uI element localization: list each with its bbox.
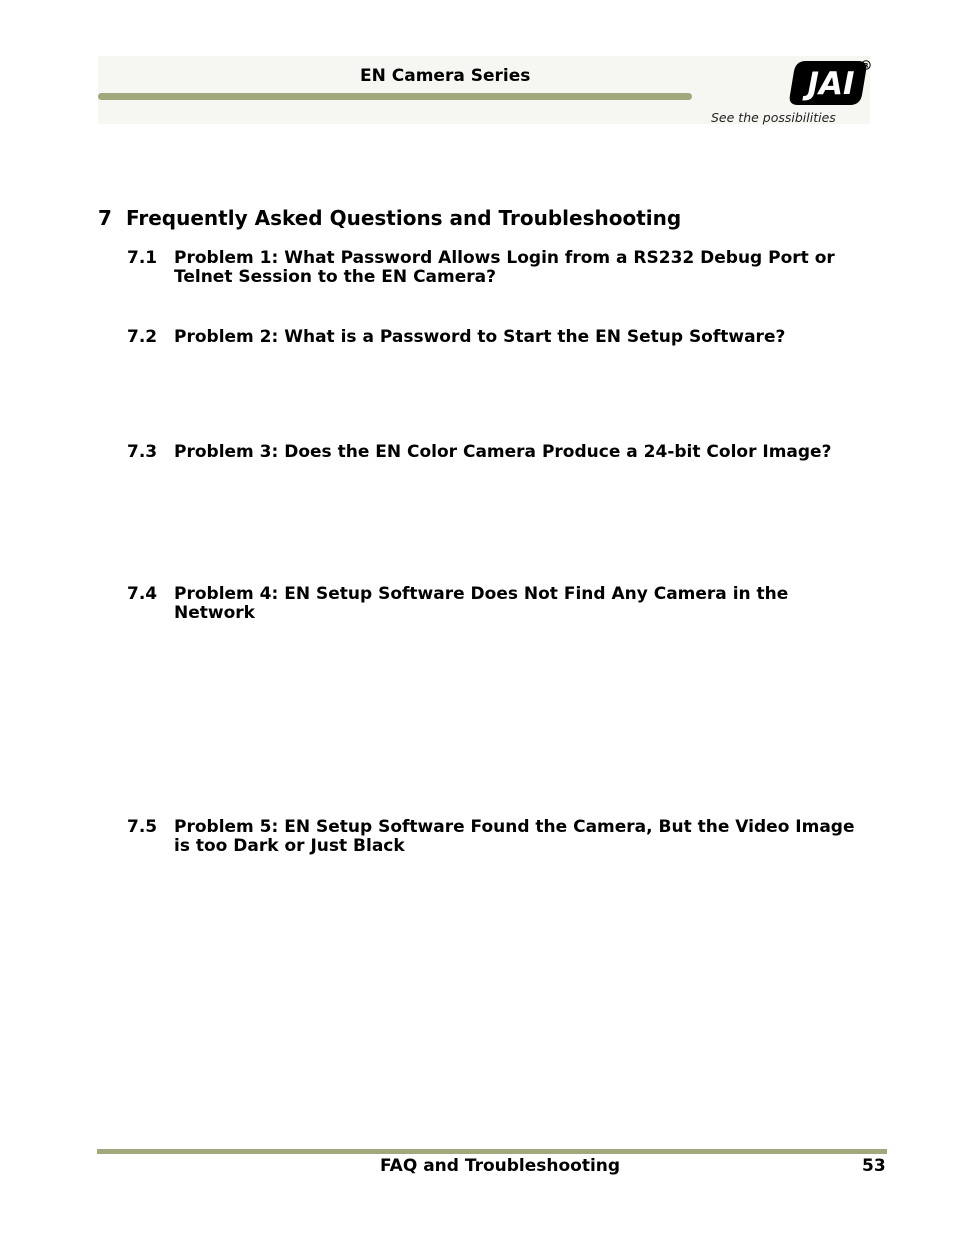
section-number: 7.5 bbox=[127, 817, 158, 837]
registered-mark: R bbox=[863, 61, 869, 70]
section-number: 7.1 bbox=[127, 248, 158, 268]
logo-text: JAI bbox=[807, 66, 855, 102]
section-title: Problem 1: What Password Allows Login from a RS232 Debug Port or Telnet Session to the EN Camera? bbox=[174, 248, 835, 287]
section-heading-7-3 bbox=[127, 443, 867, 462]
section-heading-7-1 bbox=[127, 249, 867, 287]
chapter-heading bbox=[98, 206, 681, 230]
footer-rule bbox=[97, 1149, 887, 1154]
jai-logo bbox=[786, 58, 872, 108]
section-number: 7.4 bbox=[127, 584, 158, 604]
section-heading-7-2 bbox=[127, 328, 867, 347]
section-title: Problem 5: EN Setup Software Found the Camera, But the Video Image is too Dark or Just Black bbox=[174, 817, 855, 856]
section-number: 7.3 bbox=[127, 442, 158, 462]
section-number: 7.2 bbox=[127, 327, 158, 347]
chapter-title: Frequently Asked Questions and Troubleshooting bbox=[126, 206, 682, 230]
section-heading-7-4 bbox=[127, 585, 867, 623]
section-title: Problem 3: Does the EN Color Camera Produce a 24-bit Color Image? bbox=[174, 442, 832, 462]
section-heading-7-5 bbox=[127, 818, 867, 856]
header-title: EN Camera Series bbox=[360, 66, 531, 86]
section-title: Problem 2: What is a Password to Start the EN Setup Software? bbox=[174, 327, 786, 347]
page-number: 53 bbox=[862, 1156, 886, 1176]
section-title: Problem 4: EN Setup Software Does Not Find Any Camera in the Network bbox=[174, 584, 789, 623]
header-rule bbox=[98, 93, 692, 100]
logo-tagline: See the possibilities bbox=[711, 110, 836, 125]
footer-title: FAQ and Troubleshooting bbox=[380, 1156, 621, 1176]
chapter-number: 7 bbox=[98, 206, 112, 230]
